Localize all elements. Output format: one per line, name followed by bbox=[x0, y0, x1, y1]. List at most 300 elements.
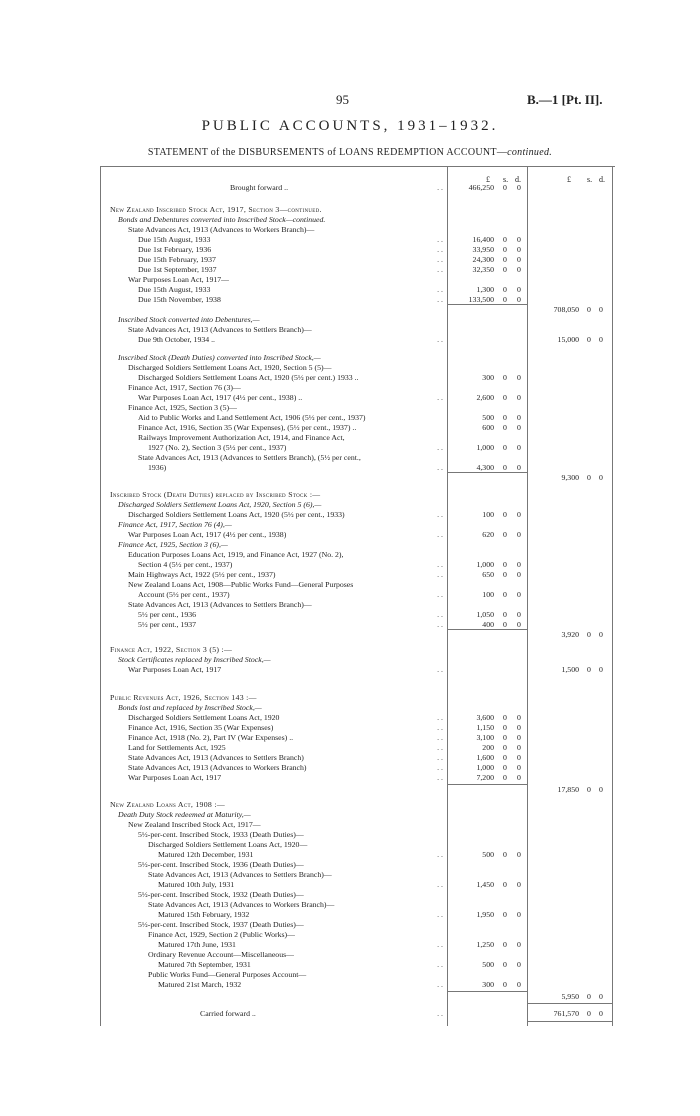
amount-pounds: 1,000 bbox=[476, 560, 494, 569]
amount-pence: 0 bbox=[517, 443, 521, 452]
page-title: PUBLIC ACCOUNTS, 1931–1932. bbox=[201, 118, 499, 134]
row-label: State Advances Act, 1913 (Advances to Workers Branch)— bbox=[128, 225, 315, 234]
row-label: Aid to Public Works and Land Settlement Act, 1906 (5½ per cent., 1937) bbox=[138, 413, 366, 422]
col-head-pound-1: £ bbox=[486, 175, 490, 184]
table-row bbox=[0, 970, 700, 980]
leader-dots: .. bbox=[437, 295, 445, 304]
amount-pounds: 1,150 bbox=[476, 723, 494, 732]
row-label: Discharged Soldiers Settlement Loans Act, 1920— bbox=[148, 840, 308, 849]
row-label: Matured 7th September, 1931 bbox=[158, 960, 251, 969]
row-label: Due 9th October, 1934 .. bbox=[138, 335, 215, 344]
row-label: Due 15th November, 1938 bbox=[138, 295, 221, 304]
table-row bbox=[0, 285, 700, 295]
amount-pence: 0 bbox=[517, 620, 521, 629]
amount-pounds: 1,250 bbox=[476, 940, 494, 949]
total-pence: 0 bbox=[599, 305, 603, 314]
table-row bbox=[0, 960, 700, 970]
amount-pounds: 2,600 bbox=[476, 393, 494, 402]
amount-pounds: 33,950 bbox=[472, 245, 494, 254]
amount-pounds: 500 bbox=[482, 850, 494, 859]
row-label: New Zealand Loans Act, 1908 :— bbox=[110, 800, 225, 809]
row-label: War Purposes Loan Act, 1917 bbox=[128, 773, 222, 782]
row-label: Education Purposes Loans Act, 1919, and Finance Act, 1927 (No. 2), bbox=[128, 550, 344, 559]
amount-pounds: 1,600 bbox=[476, 753, 494, 762]
amount-pence: 0 bbox=[517, 713, 521, 722]
total-pounds: 3,920 bbox=[561, 630, 579, 639]
amount-pence: 0 bbox=[517, 960, 521, 969]
amount-pence: 0 bbox=[517, 880, 521, 889]
table-row bbox=[0, 183, 700, 193]
table-row bbox=[0, 940, 700, 950]
table-row bbox=[0, 840, 700, 850]
amount-pounds: 300 bbox=[482, 980, 494, 989]
amount-pence: 0 bbox=[517, 413, 521, 422]
table-row bbox=[0, 800, 700, 810]
total-pounds: 761,570 bbox=[553, 1009, 579, 1018]
total-shillings: 0 bbox=[587, 1009, 591, 1018]
leader-dots: .. bbox=[437, 743, 445, 752]
table-row bbox=[0, 540, 700, 550]
amount-shillings: 0 bbox=[503, 850, 507, 859]
row-label: State Advances Act, 1913 (Advances to Settlers Branch)— bbox=[148, 870, 332, 879]
table-row bbox=[0, 723, 700, 733]
amount-shillings: 0 bbox=[503, 620, 507, 629]
amount-pounds: 133,500 bbox=[468, 295, 494, 304]
table-row bbox=[0, 225, 700, 235]
leader-dots: .. bbox=[437, 560, 445, 569]
amount-shillings: 0 bbox=[503, 285, 507, 294]
amount-pence: 0 bbox=[517, 265, 521, 274]
row-label: State Advances Act, 1913 (Advances to Settlers Branch), (5½ per cent., bbox=[138, 453, 361, 462]
total-shillings: 0 bbox=[587, 665, 591, 674]
total-pounds: 5,950 bbox=[561, 992, 579, 1001]
amount-pence: 0 bbox=[517, 753, 521, 762]
amount-shillings: 0 bbox=[503, 265, 507, 274]
table-row bbox=[0, 403, 700, 413]
amount-pounds: 16,400 bbox=[472, 235, 494, 244]
col-head-pound-2: £ bbox=[567, 175, 571, 184]
row-label: Finance Act, 1917, Section 76 (3)— bbox=[128, 383, 241, 392]
amount-shillings: 0 bbox=[503, 763, 507, 772]
table-row bbox=[0, 645, 700, 655]
leader-dots: .. bbox=[437, 940, 445, 949]
leader-dots: .. bbox=[437, 255, 445, 264]
total-rule bbox=[528, 1021, 613, 1022]
amount-pounds: 1,000 bbox=[476, 763, 494, 772]
amount-pounds: 100 bbox=[482, 590, 494, 599]
table-row bbox=[0, 860, 700, 870]
total-pounds: 9,300 bbox=[561, 473, 579, 482]
table-row bbox=[0, 665, 700, 675]
row-label: Discharged Soldiers Settlement Loans Act, 1920 (5½ per cent., 1933) bbox=[128, 510, 345, 519]
amount-pounds: 400 bbox=[482, 620, 494, 629]
amount-shillings: 0 bbox=[503, 940, 507, 949]
amount-pence: 0 bbox=[517, 463, 521, 472]
row-label: Discharged Soldiers Settlement Loans Act, 1920 (5½ per cent.) 1933 .. bbox=[138, 373, 359, 382]
amount-shillings: 0 bbox=[503, 743, 507, 752]
row-label: Land for Settlements Act, 1925 bbox=[128, 743, 226, 752]
leader-dots: .. bbox=[437, 763, 445, 772]
amount-shillings: 0 bbox=[503, 463, 507, 472]
row-label: War Purposes Loan Act, 1917— bbox=[128, 275, 229, 284]
amount-shillings: 0 bbox=[503, 373, 507, 382]
table-row bbox=[0, 600, 700, 610]
leader-dots: .. bbox=[437, 570, 445, 579]
leader-dots: .. bbox=[437, 713, 445, 722]
row-label: Finance Act, 1916, Section 35 (War Expenses), (5½ per cent., 1937) .. bbox=[138, 423, 357, 432]
row-label: 5½ per cent., 1936 bbox=[138, 610, 197, 619]
table-row bbox=[0, 530, 700, 540]
subtitle-main: STATEMENT of the DISBURSEMENTS of LOANS REDEMPTION ACCOUNT— bbox=[147, 147, 508, 158]
leader-dots: .. bbox=[437, 773, 445, 782]
amount-shillings: 0 bbox=[503, 560, 507, 569]
amount-pence: 0 bbox=[517, 530, 521, 539]
table-row bbox=[0, 570, 700, 580]
total-shillings: 0 bbox=[587, 785, 591, 794]
table-row bbox=[0, 353, 700, 363]
row-label: Discharged Soldiers Settlement Loans Act, 1920, Section 5 (6),— bbox=[118, 500, 322, 509]
table-row bbox=[0, 520, 700, 530]
amount-pence: 0 bbox=[517, 910, 521, 919]
leader-dots: .. bbox=[437, 610, 445, 619]
leader-dots: .. bbox=[437, 620, 445, 629]
col-head-shilling-1: s. bbox=[503, 175, 509, 184]
amount-pence: 0 bbox=[517, 743, 521, 752]
total-shillings: 0 bbox=[587, 335, 591, 344]
row-label: State Advances Act, 1913 (Advances to Settlers Branch) bbox=[128, 753, 304, 762]
table-row bbox=[0, 870, 700, 880]
total-pounds: 708,050 bbox=[553, 305, 579, 314]
total-pounds: 1,500 bbox=[561, 665, 579, 674]
row-label: New Zealand Loans Act, 1908—Public Works Fund—General Purposes bbox=[128, 580, 354, 589]
table-row bbox=[0, 235, 700, 245]
amount-pence: 0 bbox=[517, 560, 521, 569]
table-row bbox=[0, 810, 700, 820]
table-row bbox=[0, 443, 700, 453]
amount-pence: 0 bbox=[517, 393, 521, 402]
total-pence: 0 bbox=[599, 992, 603, 1001]
amount-pence: 0 bbox=[517, 850, 521, 859]
total-pence: 0 bbox=[599, 665, 603, 674]
amount-shillings: 0 bbox=[503, 393, 507, 402]
col-head-shilling-2: s. bbox=[587, 175, 593, 184]
table-row bbox=[0, 703, 700, 713]
row-label: 5½-per-cent. Inscribed Stock, 1937 (Death Duties)— bbox=[138, 920, 304, 929]
table-row bbox=[0, 295, 700, 305]
leader-dots: .. bbox=[437, 980, 445, 989]
amount-pounds: 600 bbox=[482, 423, 494, 432]
amount-pence: 0 bbox=[517, 183, 521, 192]
row-label: 5½ per cent., 1937 bbox=[138, 620, 197, 629]
table-row bbox=[0, 363, 700, 373]
total-pence: 0 bbox=[599, 1009, 603, 1018]
row-label: Inscribed Stock (Death Duties) converted into Inscribed Stock,— bbox=[118, 353, 321, 362]
amount-shillings: 0 bbox=[503, 910, 507, 919]
leader-dots: .. bbox=[437, 880, 445, 889]
row-label: 5½-per-cent. Inscribed Stock, 1932 (Death Duties)— bbox=[138, 890, 304, 899]
table-row bbox=[0, 413, 700, 423]
leader-dots: .. bbox=[437, 285, 445, 294]
leader-dots: .. bbox=[437, 510, 445, 519]
row-label: Death Duty Stock redeemed at Maturity,— bbox=[118, 810, 251, 819]
row-label: 5½-per-cent. Inscribed Stock, 1933 (Death Duties)— bbox=[138, 830, 304, 839]
row-label: New Zealand Inscribed Stock Act, 1917, Section 3—continued. bbox=[110, 205, 322, 214]
row-label: War Purposes Loan Act, 1917 (4½ per cent., 1938) .. bbox=[138, 393, 303, 402]
table-row bbox=[0, 900, 700, 910]
amount-pence: 0 bbox=[517, 255, 521, 264]
amount-shillings: 0 bbox=[503, 980, 507, 989]
col-head-pence-2: d. bbox=[599, 175, 605, 184]
amount-pounds: 32,350 bbox=[472, 265, 494, 274]
amount-pounds: 300 bbox=[482, 373, 494, 382]
total-pence: 0 bbox=[599, 630, 603, 639]
amount-pounds: 500 bbox=[482, 960, 494, 969]
table-row bbox=[0, 245, 700, 255]
row-label: Finance Act, 1929, Section 2 (Public Works)— bbox=[148, 930, 295, 939]
table-row bbox=[0, 920, 700, 930]
amount-pence: 0 bbox=[517, 423, 521, 432]
amount-pounds: 3,100 bbox=[476, 733, 494, 742]
amount-shillings: 0 bbox=[503, 610, 507, 619]
table-row bbox=[0, 560, 700, 570]
table-row bbox=[0, 630, 700, 640]
amount-shillings: 0 bbox=[503, 753, 507, 762]
total-pence: 0 bbox=[599, 473, 603, 482]
row-label: Public Revenues Act, 1926, Section 143 :— bbox=[110, 693, 257, 702]
amount-shillings: 0 bbox=[503, 723, 507, 732]
table-row bbox=[0, 373, 700, 383]
row-label: State Advances Act, 1913 (Advances to Workers Branch) bbox=[128, 763, 307, 772]
row-label: Matured 21st March, 1932 bbox=[158, 980, 242, 989]
col-head-pence-1: d. bbox=[515, 175, 521, 184]
leader-dots: .. bbox=[437, 393, 445, 402]
table-row bbox=[0, 743, 700, 753]
table-row bbox=[0, 1009, 700, 1019]
table-row bbox=[0, 255, 700, 265]
leader-dots: .. bbox=[437, 1009, 445, 1018]
leader-dots: .. bbox=[437, 235, 445, 244]
table-row bbox=[0, 890, 700, 900]
table-row bbox=[0, 763, 700, 773]
table-row bbox=[0, 510, 700, 520]
amount-shillings: 0 bbox=[503, 590, 507, 599]
amount-pounds: 500 bbox=[482, 413, 494, 422]
leader-dots: .. bbox=[437, 443, 445, 452]
leader-dots: .. bbox=[437, 245, 445, 254]
table-row bbox=[0, 733, 700, 743]
total-shillings: 0 bbox=[587, 305, 591, 314]
row-label: 1936) bbox=[148, 463, 167, 472]
row-label: Due 15th February, 1937 bbox=[138, 255, 216, 264]
row-label: War Purposes Loan Act, 1917 (4½ per cent., 1938) bbox=[128, 530, 287, 539]
parliamentary-reference: B.—1 [Pt. II]. bbox=[527, 92, 603, 107]
table-row bbox=[0, 500, 700, 510]
leader-dots: .. bbox=[437, 530, 445, 539]
amount-shillings: 0 bbox=[503, 733, 507, 742]
row-label: State Advances Act, 1913 (Advances to Settlers Branch)— bbox=[128, 325, 312, 334]
amount-pence: 0 bbox=[517, 510, 521, 519]
table-row bbox=[0, 655, 700, 665]
amount-pence: 0 bbox=[517, 373, 521, 382]
table-row bbox=[0, 785, 700, 795]
amount-pounds: 24,300 bbox=[472, 255, 494, 264]
total-pence: 0 bbox=[599, 785, 603, 794]
amount-pence: 0 bbox=[517, 570, 521, 579]
row-label: Discharged Soldiers Settlement Loans Act, 1920 bbox=[128, 713, 280, 722]
total-pounds: 17,850 bbox=[557, 785, 579, 794]
table-row bbox=[0, 205, 700, 215]
statement-subtitle bbox=[0, 147, 700, 158]
row-label: Matured 17th June, 1931 bbox=[158, 940, 236, 949]
leader-dots: .. bbox=[437, 183, 445, 192]
table-row bbox=[0, 830, 700, 840]
amount-pounds: 1,300 bbox=[476, 285, 494, 294]
table-row bbox=[0, 610, 700, 620]
row-label: Matured 12th December, 1931 bbox=[158, 850, 254, 859]
amount-pence: 0 bbox=[517, 773, 521, 782]
table-row bbox=[0, 910, 700, 920]
amount-shillings: 0 bbox=[503, 960, 507, 969]
row-label: Stock Certificates replaced by Inscribed Stock,— bbox=[118, 655, 271, 664]
row-label: State Advances Act, 1913 (Advances to Settlers Branch)— bbox=[128, 600, 312, 609]
amount-shillings: 0 bbox=[503, 413, 507, 422]
row-label: Public Works Fund—General Purposes Account— bbox=[148, 970, 307, 979]
page-number: 95 bbox=[336, 92, 349, 107]
total-pence: 0 bbox=[599, 335, 603, 344]
amount-pence: 0 bbox=[517, 285, 521, 294]
leader-dots: .. bbox=[437, 753, 445, 762]
table-row bbox=[0, 423, 700, 433]
table-row bbox=[0, 393, 700, 403]
amount-pounds: 4,300 bbox=[476, 463, 494, 472]
table-row bbox=[0, 453, 700, 463]
leader-dots: .. bbox=[437, 265, 445, 274]
amount-pounds: 650 bbox=[482, 570, 494, 579]
row-label: Due 15th August, 1933 bbox=[138, 285, 211, 294]
table-row bbox=[0, 325, 700, 335]
amount-shillings: 0 bbox=[503, 880, 507, 889]
leader-dots: .. bbox=[437, 590, 445, 599]
total-shillings: 0 bbox=[587, 473, 591, 482]
leader-dots: .. bbox=[437, 850, 445, 859]
table-row bbox=[0, 992, 700, 1002]
row-label: Inscribed Stock converted into Debentures,— bbox=[118, 315, 260, 324]
amount-pence: 0 bbox=[517, 235, 521, 244]
amount-pounds: 1,950 bbox=[476, 910, 494, 919]
leader-dots: .. bbox=[437, 723, 445, 732]
amount-pounds: 1,050 bbox=[476, 610, 494, 619]
row-label: Due 1st February, 1936 bbox=[138, 245, 212, 254]
row-label: Finance Act, 1916, Section 35 (War Expenses) bbox=[128, 723, 274, 732]
leader-dots: .. bbox=[437, 463, 445, 472]
amount-pounds: 466,250 bbox=[468, 183, 494, 192]
amount-pence: 0 bbox=[517, 723, 521, 732]
table-row bbox=[0, 980, 700, 990]
amount-shillings: 0 bbox=[503, 245, 507, 254]
row-label: Finance Act, 1925, Section 3 (6),— bbox=[118, 540, 228, 549]
row-label: Ordinary Revenue Account—Miscellaneous— bbox=[148, 950, 294, 959]
table-row bbox=[0, 215, 700, 225]
total-rule bbox=[528, 1003, 613, 1004]
leader-dots: .. bbox=[437, 665, 445, 674]
table-row bbox=[0, 463, 700, 473]
amount-shillings: 0 bbox=[503, 773, 507, 782]
row-label: Bonds lost and replaced by Inscribed Stock,— bbox=[118, 703, 262, 712]
amount-pence: 0 bbox=[517, 590, 521, 599]
amount-pounds: 7,200 bbox=[476, 773, 494, 782]
amount-pence: 0 bbox=[517, 733, 521, 742]
row-label: Carried forward .. bbox=[200, 1009, 256, 1018]
amount-pence: 0 bbox=[517, 610, 521, 619]
row-label: New Zealand Inscribed Stock Act, 1917— bbox=[128, 820, 261, 829]
table-row bbox=[0, 850, 700, 860]
table-row bbox=[0, 550, 700, 560]
table-row bbox=[0, 590, 700, 600]
amount-pounds: 1,450 bbox=[476, 880, 494, 889]
table-row bbox=[0, 713, 700, 723]
row-label: 1927 (No. 2), Section 3 (5½ per cent., 1937) bbox=[148, 443, 287, 452]
table-row bbox=[0, 753, 700, 763]
table-row bbox=[0, 773, 700, 783]
amount-shillings: 0 bbox=[503, 255, 507, 264]
row-label: Brought forward .. bbox=[230, 183, 289, 192]
row-label: State Advances Act, 1913 (Advances to Workers Branch)— bbox=[148, 900, 335, 909]
amount-pence: 0 bbox=[517, 980, 521, 989]
leader-dots: .. bbox=[437, 960, 445, 969]
amount-shillings: 0 bbox=[503, 295, 507, 304]
amount-pounds: 1,000 bbox=[476, 443, 494, 452]
amount-pounds: 3,600 bbox=[476, 713, 494, 722]
table-row bbox=[0, 580, 700, 590]
amount-shillings: 0 bbox=[503, 570, 507, 579]
total-shillings: 0 bbox=[587, 992, 591, 1001]
amount-shillings: 0 bbox=[503, 530, 507, 539]
table-row bbox=[0, 275, 700, 285]
row-label: Bonds and Debentures converted into Inscribed Stock—continued. bbox=[118, 215, 326, 224]
row-label: War Purposes Loan Act, 1917 bbox=[128, 665, 222, 674]
table-row bbox=[0, 693, 700, 703]
leader-dots: .. bbox=[437, 733, 445, 742]
amount-pence: 0 bbox=[517, 763, 521, 772]
table-row bbox=[0, 820, 700, 830]
leader-dots: .. bbox=[437, 335, 445, 344]
table-row bbox=[0, 335, 700, 345]
table-row bbox=[0, 305, 700, 315]
amount-pence: 0 bbox=[517, 245, 521, 254]
table-row bbox=[0, 930, 700, 940]
amount-shillings: 0 bbox=[503, 183, 507, 192]
row-label: Matured 15th February, 1932 bbox=[158, 910, 250, 919]
row-label: Main Highways Act, 1922 (5½ per cent., 1937) bbox=[128, 570, 276, 579]
row-label: Finance Act, 1917, Section 76 (4),— bbox=[118, 520, 232, 529]
table-row bbox=[0, 950, 700, 960]
leader-dots: .. bbox=[437, 910, 445, 919]
table-top-rule bbox=[100, 166, 615, 167]
row-label: Account (5½ per cent., 1937) bbox=[138, 590, 230, 599]
table-row bbox=[0, 433, 700, 443]
row-label: 5½-per-cent. Inscribed Stock, 1936 (Death Duties)— bbox=[138, 860, 304, 869]
row-label: Discharged Soldiers Settlement Loans Act, 1920, Section 5 (5)— bbox=[128, 363, 332, 372]
total-pounds: 15,000 bbox=[557, 335, 579, 344]
amount-shillings: 0 bbox=[503, 235, 507, 244]
table-row bbox=[0, 620, 700, 630]
amount-shillings: 0 bbox=[503, 510, 507, 519]
table-row bbox=[0, 473, 700, 483]
table-row bbox=[0, 880, 700, 890]
row-label: Finance Act, 1922, Section 3 (5) :— bbox=[110, 645, 233, 654]
total-shillings: 0 bbox=[587, 630, 591, 639]
row-label: Finance Act, 1925, Section 3 (5)— bbox=[128, 403, 237, 412]
